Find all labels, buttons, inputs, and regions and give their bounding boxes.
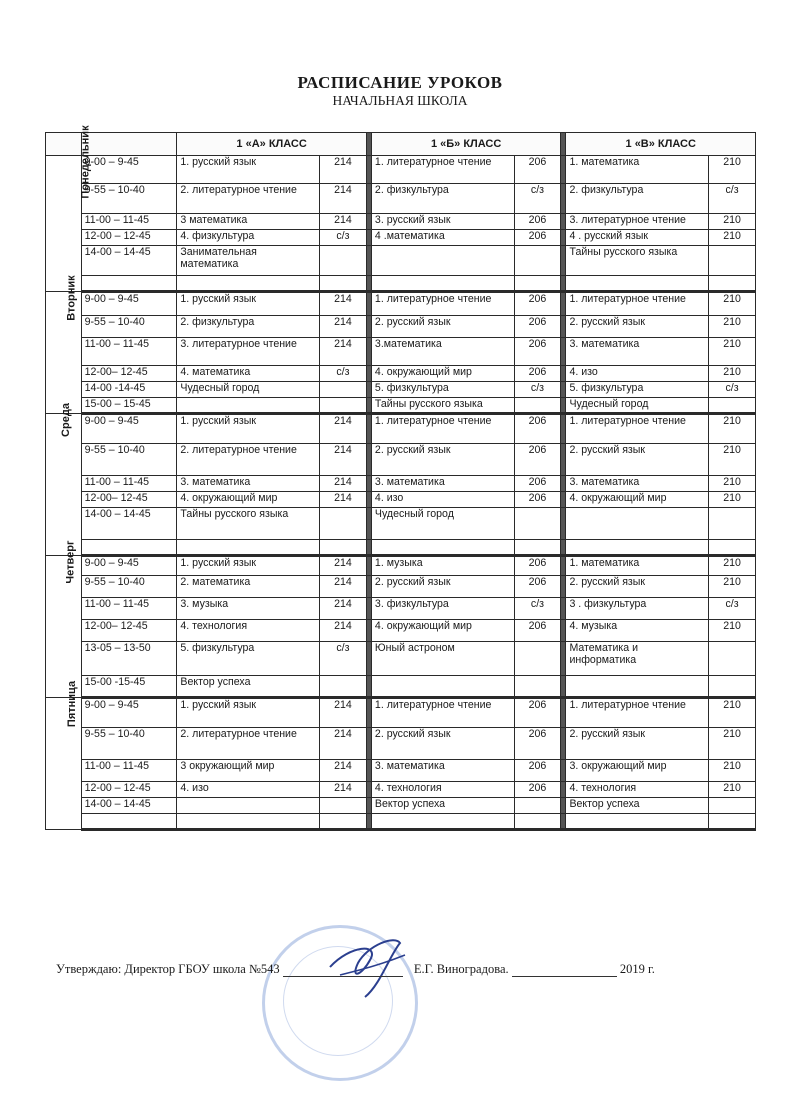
lesson-subject: 2. русский язык bbox=[566, 316, 709, 338]
table-row bbox=[46, 214, 756, 230]
lesson-time bbox=[81, 540, 177, 556]
lesson-subject: 1. литературное чтение bbox=[566, 292, 709, 316]
lesson-subject: 4. изо bbox=[177, 782, 320, 798]
lesson-subject bbox=[566, 676, 709, 698]
lesson-room: 210 bbox=[709, 620, 756, 642]
lesson-room bbox=[709, 276, 756, 292]
lesson-subject: 3. литературное чтение bbox=[566, 214, 709, 230]
lesson-room: 214 bbox=[320, 292, 367, 316]
lesson-subject: 2. русский язык bbox=[566, 728, 709, 760]
lesson-room: 206 bbox=[514, 492, 561, 508]
approval-year: 2019 г. bbox=[619, 962, 655, 976]
lesson-subject: 4. технология bbox=[177, 620, 320, 642]
lesson-subject: 2. русский язык bbox=[566, 576, 709, 598]
lesson-room: 206 bbox=[514, 698, 561, 728]
lesson-room bbox=[320, 382, 367, 398]
lesson-time: 14-00 – 14-45 bbox=[81, 798, 177, 814]
lesson-subject: 4. окружающий мир bbox=[177, 492, 320, 508]
lesson-room bbox=[320, 398, 367, 414]
lesson-room bbox=[320, 540, 367, 556]
lesson-time: 9-55 – 10-40 bbox=[81, 444, 177, 476]
lesson-room: 214 bbox=[320, 316, 367, 338]
table-row bbox=[46, 398, 756, 414]
lesson-room: 210 bbox=[709, 476, 756, 492]
lesson-room: 210 bbox=[709, 366, 756, 382]
lesson-subject: 2. русский язык bbox=[371, 728, 514, 760]
day-label-cell bbox=[46, 275, 82, 414]
day-label-cell bbox=[46, 680, 82, 830]
lesson-subject: 3. математика bbox=[566, 476, 709, 492]
approval-text: Утверждаю: Директор ГБОУ школа №543 bbox=[56, 962, 280, 976]
lesson-room: 210 bbox=[709, 230, 756, 246]
lesson-room bbox=[320, 246, 367, 276]
lesson-room bbox=[514, 246, 561, 276]
lesson-subject: 1. русский язык bbox=[177, 556, 320, 576]
lesson-room: 206 bbox=[514, 782, 561, 798]
lesson-room: с/з bbox=[514, 382, 561, 398]
lesson-room bbox=[320, 508, 367, 540]
lesson-room bbox=[320, 276, 367, 292]
lesson-subject: Чудесный город bbox=[566, 398, 709, 414]
lesson-room bbox=[709, 798, 756, 814]
lesson-room: 210 bbox=[709, 444, 756, 476]
lesson-room: 214 bbox=[320, 598, 367, 620]
lesson-subject: 3. математика bbox=[177, 476, 320, 492]
lesson-subject bbox=[177, 814, 320, 830]
lesson-subject: 3. литературное чтение bbox=[177, 338, 320, 366]
lesson-time: 9-00 – 9-45 bbox=[81, 156, 177, 184]
lesson-subject: 1. русский язык bbox=[177, 292, 320, 316]
lesson-room: с/з bbox=[514, 598, 561, 620]
lesson-room bbox=[514, 798, 561, 814]
lesson-subject: 1. литературное чтение bbox=[566, 698, 709, 728]
lesson-room: 214 bbox=[320, 620, 367, 642]
lesson-subject: 2. русский язык bbox=[371, 444, 514, 476]
lesson-subject: 1. литературное чтение bbox=[371, 156, 514, 184]
lesson-subject: 3 . физкультура bbox=[566, 598, 709, 620]
lesson-subject: 3.математика bbox=[371, 338, 514, 366]
day-label-cell bbox=[46, 125, 92, 292]
lesson-room: 206 bbox=[514, 556, 561, 576]
lesson-subject: Математика и информатика bbox=[566, 642, 709, 676]
lesson-subject: 4 . русский язык bbox=[566, 230, 709, 246]
lesson-room bbox=[709, 814, 756, 830]
lesson-room: 206 bbox=[514, 476, 561, 492]
lesson-room: 206 bbox=[514, 444, 561, 476]
lesson-room: 206 bbox=[514, 156, 561, 184]
table-row bbox=[46, 246, 756, 276]
lesson-room: 206 bbox=[514, 292, 561, 316]
lesson-subject: Тайны русского языка bbox=[566, 246, 709, 276]
lesson-subject: Вектор успеха bbox=[566, 798, 709, 814]
lesson-room: 214 bbox=[320, 214, 367, 230]
table-row bbox=[46, 556, 756, 576]
lesson-time bbox=[81, 276, 177, 292]
table-row bbox=[46, 676, 756, 698]
page-subtitle: НАЧАЛЬНАЯ ШКОЛА bbox=[332, 93, 468, 108]
lesson-subject: 1. русский язык bbox=[177, 156, 320, 184]
lesson-time: 12-00 – 12-45 bbox=[81, 230, 177, 246]
lesson-room bbox=[709, 246, 756, 276]
table-row bbox=[46, 760, 756, 782]
table-row bbox=[46, 382, 756, 398]
day-name: Вторник bbox=[65, 275, 78, 321]
lesson-room bbox=[709, 540, 756, 556]
lesson-subject: Тайны русского языка bbox=[177, 508, 320, 540]
signature-line bbox=[283, 976, 403, 977]
lesson-subject: 5. физкультура bbox=[371, 382, 514, 398]
lesson-time: 11-00 – 11-45 bbox=[81, 760, 177, 782]
lesson-subject: 2. русский язык bbox=[566, 444, 709, 476]
lesson-room: 210 bbox=[709, 556, 756, 576]
lesson-subject: 1. литературное чтение bbox=[371, 698, 514, 728]
page-title: РАСПИСАНИЕ УРОКОВ bbox=[297, 73, 503, 92]
lesson-subject: 2. русский язык bbox=[371, 316, 514, 338]
day-name: Понедельник bbox=[79, 125, 92, 199]
table-row bbox=[46, 576, 756, 598]
table-row bbox=[46, 598, 756, 620]
header-day-cell bbox=[46, 133, 82, 156]
column-header-1a: 1 «А» КЛАСС bbox=[177, 133, 366, 156]
lesson-time: 9-55 – 10-40 bbox=[81, 576, 177, 598]
lesson-room: 214 bbox=[320, 338, 367, 366]
lesson-subject: Вектор успеха bbox=[177, 676, 320, 698]
lesson-subject: 1. русский язык bbox=[177, 698, 320, 728]
table-row bbox=[46, 492, 756, 508]
lesson-room: с/з bbox=[320, 230, 367, 246]
lesson-subject: 4. технология bbox=[566, 782, 709, 798]
lesson-room: 206 bbox=[514, 214, 561, 230]
lesson-room: 210 bbox=[709, 760, 756, 782]
lesson-room: 206 bbox=[514, 366, 561, 382]
lesson-subject: 3. окружающий мир bbox=[566, 760, 709, 782]
table-row bbox=[46, 540, 756, 556]
table-row bbox=[46, 782, 756, 798]
lesson-subject: 3. математика bbox=[371, 476, 514, 492]
lesson-subject: 4. музыка bbox=[566, 620, 709, 642]
lesson-room: 214 bbox=[320, 444, 367, 476]
lesson-room: 210 bbox=[709, 156, 756, 184]
lesson-subject: 1. литературное чтение bbox=[566, 414, 709, 444]
table-row bbox=[46, 642, 756, 676]
header-row bbox=[46, 133, 756, 156]
lesson-time: 11-00 – 11-45 bbox=[81, 214, 177, 230]
table-row bbox=[46, 230, 756, 246]
lesson-time: 15-00 – 15-45 bbox=[81, 398, 177, 414]
lesson-time: 11-00 – 11-45 bbox=[81, 338, 177, 366]
lesson-subject bbox=[177, 276, 320, 292]
lesson-time: 9-55 – 10-40 bbox=[81, 184, 177, 214]
lesson-subject: Занимательная математика bbox=[177, 246, 320, 276]
lesson-room bbox=[514, 814, 561, 830]
lesson-room: 210 bbox=[709, 292, 756, 316]
lesson-room: с/з bbox=[709, 382, 756, 398]
lesson-time: 9-00 – 9-45 bbox=[81, 414, 177, 444]
lesson-subject: Тайны русского языка bbox=[371, 398, 514, 414]
lesson-time: 9-00 – 9-45 bbox=[81, 556, 177, 576]
lesson-subject: 4 .математика bbox=[371, 230, 514, 246]
lesson-subject bbox=[566, 814, 709, 830]
lesson-subject: 4. изо bbox=[566, 366, 709, 382]
lesson-time: 15-00 -15-45 bbox=[81, 676, 177, 698]
lesson-time: 14-00 -14-45 bbox=[81, 382, 177, 398]
lesson-time: 9-00 – 9-45 bbox=[81, 698, 177, 728]
table-row bbox=[46, 276, 756, 292]
lesson-subject bbox=[566, 276, 709, 292]
lesson-time: 14-00 – 14-45 bbox=[81, 508, 177, 540]
lesson-subject: 4. окружающий мир bbox=[566, 492, 709, 508]
lesson-time: 12-00– 12-45 bbox=[81, 620, 177, 642]
table-row bbox=[46, 476, 756, 492]
lesson-room: с/з bbox=[514, 184, 561, 214]
lesson-subject: 5. физкультура bbox=[566, 382, 709, 398]
table-row bbox=[46, 814, 756, 830]
lesson-room: 214 bbox=[320, 414, 367, 444]
lesson-room: с/з bbox=[709, 598, 756, 620]
lesson-subject bbox=[177, 398, 320, 414]
lesson-subject bbox=[371, 276, 514, 292]
lesson-room bbox=[514, 398, 561, 414]
day-name: Четверг bbox=[64, 540, 77, 584]
lesson-subject bbox=[371, 814, 514, 830]
table-row bbox=[46, 156, 756, 184]
date-line bbox=[512, 976, 617, 977]
lesson-room: 210 bbox=[709, 414, 756, 444]
lesson-time: 12-00 – 12-45 bbox=[81, 782, 177, 798]
lesson-subject: 2. литературное чтение bbox=[177, 728, 320, 760]
lesson-room: с/з bbox=[320, 366, 367, 382]
lesson-room bbox=[709, 676, 756, 698]
lesson-subject bbox=[177, 798, 320, 814]
lesson-time: 14-00 – 14-45 bbox=[81, 246, 177, 276]
lesson-subject: 1. литературное чтение bbox=[371, 414, 514, 444]
lesson-subject: 1. русский язык bbox=[177, 414, 320, 444]
lesson-room bbox=[514, 508, 561, 540]
lesson-room: 210 bbox=[709, 492, 756, 508]
lesson-subject: 1. музыка bbox=[371, 556, 514, 576]
day-label-cell bbox=[46, 540, 82, 698]
lesson-subject: 2. литературное чтение bbox=[177, 444, 320, 476]
lesson-room bbox=[320, 798, 367, 814]
lesson-subject: 2. физкультура bbox=[371, 184, 514, 214]
lesson-room: 206 bbox=[514, 230, 561, 246]
lesson-room: 210 bbox=[709, 214, 756, 230]
lesson-time bbox=[81, 814, 177, 830]
lesson-room: 206 bbox=[514, 760, 561, 782]
lesson-room: 214 bbox=[320, 698, 367, 728]
table-row bbox=[46, 698, 756, 728]
lesson-room bbox=[320, 814, 367, 830]
lesson-subject: 2. физкультура bbox=[566, 184, 709, 214]
table-row bbox=[46, 798, 756, 814]
lesson-time: 9-55 – 10-40 bbox=[81, 728, 177, 760]
column-header-1v: 1 «В» КЛАСС bbox=[566, 133, 756, 156]
lesson-room: 214 bbox=[320, 476, 367, 492]
lesson-room: 210 bbox=[709, 728, 756, 760]
lesson-time: 11-00 – 11-45 bbox=[81, 476, 177, 492]
lesson-room: 214 bbox=[320, 782, 367, 798]
lesson-subject: Вектор успеха bbox=[371, 798, 514, 814]
lesson-subject: 4. окружающий мир bbox=[371, 366, 514, 382]
lesson-subject: 4. математика bbox=[177, 366, 320, 382]
lesson-room: 206 bbox=[514, 620, 561, 642]
lesson-subject: 4. технология bbox=[371, 782, 514, 798]
lesson-room bbox=[514, 276, 561, 292]
lesson-subject: 1. литературное чтение bbox=[371, 292, 514, 316]
lesson-room: 214 bbox=[320, 184, 367, 214]
column-header-1b: 1 «Б» КЛАСС bbox=[371, 133, 560, 156]
table-row bbox=[46, 444, 756, 476]
lesson-room: 206 bbox=[514, 728, 561, 760]
lesson-subject: 3. математика bbox=[566, 338, 709, 366]
lesson-time: 12-00– 12-45 bbox=[81, 492, 177, 508]
approval-footer bbox=[56, 962, 756, 977]
table-row bbox=[46, 366, 756, 382]
lesson-room: с/з bbox=[709, 184, 756, 214]
lesson-time: 9-00 – 9-45 bbox=[81, 292, 177, 316]
lesson-subject: 3 окружающий мир bbox=[177, 760, 320, 782]
lesson-room: 214 bbox=[320, 156, 367, 184]
table-row bbox=[46, 316, 756, 338]
table-row bbox=[46, 338, 756, 366]
day-name: Пятница bbox=[66, 680, 79, 728]
lesson-subject: 2. русский язык bbox=[371, 576, 514, 598]
lesson-room bbox=[320, 676, 367, 698]
lesson-subject: 4. окружающий мир bbox=[371, 620, 514, 642]
lesson-subject: 3. русский язык bbox=[371, 214, 514, 230]
lesson-room: 206 bbox=[514, 338, 561, 366]
lesson-room: с/з bbox=[320, 642, 367, 676]
lesson-subject: Юный астроном bbox=[371, 642, 514, 676]
schedule-table bbox=[45, 125, 756, 831]
lesson-subject: 1. математика bbox=[566, 156, 709, 184]
lesson-room: 210 bbox=[709, 338, 756, 366]
lesson-room: 214 bbox=[320, 728, 367, 760]
lesson-room: 206 bbox=[514, 316, 561, 338]
lesson-subject: 2. математика bbox=[177, 576, 320, 598]
table-row bbox=[46, 728, 756, 760]
lesson-subject: 3. математика bbox=[371, 760, 514, 782]
lesson-room: 206 bbox=[514, 414, 561, 444]
lesson-room bbox=[514, 540, 561, 556]
table-row bbox=[46, 414, 756, 444]
lesson-subject bbox=[566, 540, 709, 556]
lesson-subject: Чудесный город bbox=[371, 508, 514, 540]
lesson-room bbox=[709, 642, 756, 676]
table-row bbox=[46, 620, 756, 642]
lesson-subject: 2. литературное чтение bbox=[177, 184, 320, 214]
lesson-subject: 4. изо bbox=[371, 492, 514, 508]
lesson-room: 214 bbox=[320, 492, 367, 508]
lesson-subject: Чудесный город bbox=[177, 382, 320, 398]
lesson-subject: 3. физкультура bbox=[371, 598, 514, 620]
lesson-time: 13-05 – 13-50 bbox=[81, 642, 177, 676]
lesson-time: 11-00 – 11-45 bbox=[81, 598, 177, 620]
lesson-time: 9-55 – 10-40 bbox=[81, 316, 177, 338]
table-row bbox=[46, 184, 756, 214]
director-name: Е.Г. Виноградова. bbox=[413, 962, 509, 976]
lesson-subject: 3. музыка bbox=[177, 598, 320, 620]
lesson-room bbox=[514, 676, 561, 698]
lesson-room bbox=[514, 642, 561, 676]
lesson-subject bbox=[177, 540, 320, 556]
lesson-room: 210 bbox=[709, 316, 756, 338]
lesson-room: 210 bbox=[709, 698, 756, 728]
table-row bbox=[46, 292, 756, 316]
table-row bbox=[46, 508, 756, 540]
lesson-room: 210 bbox=[709, 782, 756, 798]
header-time-cell bbox=[81, 133, 177, 156]
lesson-subject: 1. математика bbox=[566, 556, 709, 576]
lesson-subject: 4. физкультура bbox=[177, 230, 320, 246]
lesson-subject bbox=[566, 508, 709, 540]
lesson-room bbox=[709, 508, 756, 540]
lesson-subject: 2. физкультура bbox=[177, 316, 320, 338]
lesson-room: 206 bbox=[514, 576, 561, 598]
lesson-subject: 5. физкультура bbox=[177, 642, 320, 676]
lesson-subject bbox=[371, 246, 514, 276]
lesson-room bbox=[709, 398, 756, 414]
lesson-subject bbox=[371, 540, 514, 556]
lesson-time: 12-00– 12-45 bbox=[81, 366, 177, 382]
lesson-room: 214 bbox=[320, 576, 367, 598]
day-label-cell bbox=[46, 403, 82, 556]
lesson-room: 214 bbox=[320, 760, 367, 782]
lesson-subject: 3 математика bbox=[177, 214, 320, 230]
lesson-room: 210 bbox=[709, 576, 756, 598]
day-name: Среда bbox=[59, 403, 72, 437]
lesson-subject bbox=[371, 676, 514, 698]
lesson-room: 214 bbox=[320, 556, 367, 576]
